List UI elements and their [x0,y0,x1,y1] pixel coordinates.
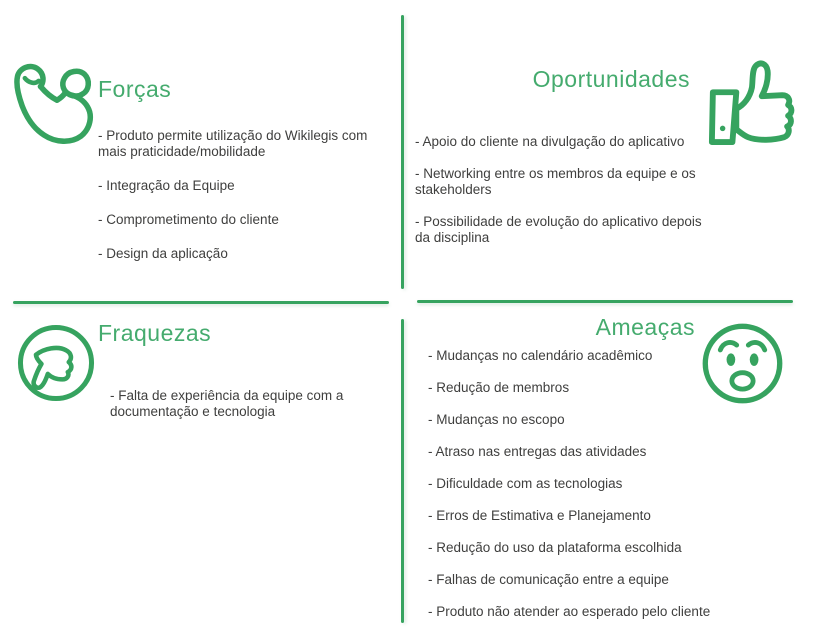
list-item: - Redução do uso da plataforma escolhida [428,540,682,555]
horizontal-divider-right [417,300,793,303]
list-item: - Dificuldade com as tecnologias [428,476,623,491]
strengths-title: Forças [98,76,172,102]
list-item: - Mudanças no calendário acadêmico [428,348,653,363]
list-item: - Integração da Equipe [98,178,235,193]
list-item: - Redução de membros [428,380,570,395]
list-item: - Falta de experiência da equipe com a documentação e tecnologia [110,388,344,419]
list-item: - Atraso nas entregas das atividades [428,444,647,459]
list-item: - Falhas de comunicação entre a equipe [428,572,669,587]
list-item: - Erros de Estimativa e Planejamento [428,508,651,523]
horizontal-divider-left [13,301,389,304]
list-item: - Mudanças no escopo [428,412,565,427]
vertical-divider-top [401,15,404,289]
threats-title: Ameaças [595,314,695,340]
list-item: - Produto permite utilização do Wikilegis com mais praticidade/mobilidade [98,128,368,159]
list-item: - Comprometimento do cliente [98,212,279,227]
list-item: - Networking entre os membros da equipe e os stakeholders [415,166,696,197]
opportunities-list [415,134,720,262]
strengths-list [98,128,390,280]
vertical-divider-bottom [401,319,404,623]
list-item: - Design da aplicação [98,246,228,261]
threats-list [428,348,758,636]
thumbs-down-icon [15,322,97,404]
list-item: - Produto não atender ao esperado pelo cliente [428,604,711,619]
list-item: - Possibilidade de evolução do aplicativo depois da disciplina [415,214,702,245]
weaknesses-title: Fraquezas [98,320,212,346]
opportunities-title: Oportunidades [532,66,690,92]
muscle-arm-icon [12,62,104,144]
list-item: - Apoio do cliente na divulgação do aplicativo [415,134,685,149]
weaknesses-list [110,388,358,436]
